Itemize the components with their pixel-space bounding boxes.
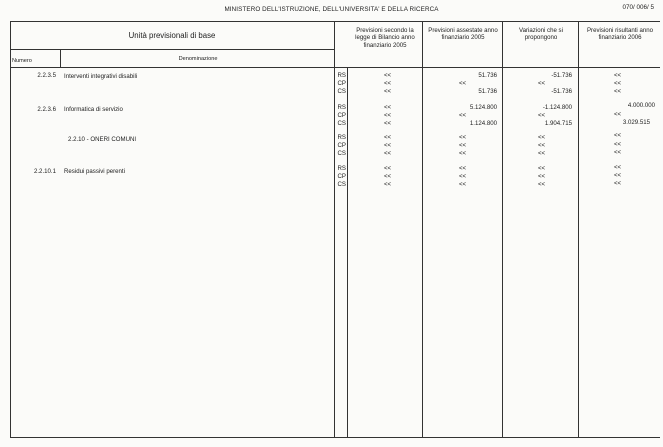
row-code-cs: CS [337,181,346,188]
column-header-denominazione: Denominazione [178,56,218,62]
risultanti-value: << [614,149,622,156]
table-top-rule [10,21,660,22]
table-bottom-rule [10,437,660,438]
legge-value: << [384,80,392,87]
risultanti-value: << [614,141,622,148]
column-header-variazioni: Variazioni che si propongono [519,27,563,42]
risultanti-value: << [614,72,622,79]
legge-value: << [384,173,392,180]
legge-value: << [384,165,392,172]
row-number: 2.2.3.5 [37,72,56,79]
ministry-header: MINISTERO DELL'ISTRUZIONE, DELL'UNIVERSITA' E DELLA RICERCA [224,6,439,13]
variazioni-value: 1.904.715 [544,120,572,127]
legge-value: << [384,181,392,188]
column-header-legge: Previsioni secondo la legge di Bilancio anno finanziario 2005 [355,27,415,49]
risultanti-value: << [614,164,622,171]
row-denominazione: Informatica di servizio [64,106,123,113]
row-code-cs: CS [337,120,346,127]
variazioni-value: << [538,134,546,141]
variazioni-value: -51.736 [551,88,572,95]
risultanti-value: << [614,80,622,87]
assestate-value: 51.736 [478,88,497,95]
column-header-numero: Numero [12,58,32,64]
assestate-value: << [459,181,467,188]
assestate-value: 1.124.800 [469,120,497,127]
assestate-value: << [459,80,467,87]
risultanti-value: << [614,111,622,118]
row-number: 2.2.3.6 [37,106,56,113]
variazioni-value: << [538,150,546,157]
assestate-value: << [459,112,467,119]
variazioni-value: -1.124.800 [542,104,572,111]
variazioni-value: << [538,142,546,149]
header-bottom-rule [10,67,660,68]
assestate-value: << [459,165,467,172]
risultanti-value: 3.029.515 [622,119,650,126]
row-code-cp: CP [337,80,346,87]
variazioni-value: << [538,173,546,180]
row-code-cs: CS [337,150,346,157]
variazioni-value: << [538,181,546,188]
legge-value: << [384,134,392,141]
risultanti-value: << [614,88,622,95]
legge-value: << [384,150,392,157]
variazioni-value: << [538,80,546,87]
legge-value: << [384,142,392,149]
row-code-rs: RS [337,104,346,111]
risultanti-value: << [614,132,622,139]
row-code-rs: RS [337,134,346,141]
variazioni-value: << [538,112,546,119]
row-code-cp: CP [337,142,346,149]
assestate-value: 5.124.800 [469,104,497,111]
row-number: 2.2.10.1 [33,168,56,175]
col3-divider [578,21,579,438]
legge-value: << [384,120,392,127]
row-denominazione: Interventi integrativi disabili [64,73,138,80]
column-header-assestate: Previsioni assestate anno finanziario 2005 [428,27,498,42]
page-number: 070/ 006/ 5 [622,4,654,11]
row-code-cs: CS [337,88,346,95]
row-code-cp: CP [337,112,346,119]
risultanti-value: << [614,180,622,187]
row-denominazione: Residui passivi perenti [64,168,125,175]
left-border [10,21,11,438]
variazioni-value: << [538,165,546,172]
column-header-risultanti: Previsioni risultanti anno finanziario 2006 [586,27,654,42]
legge-value: << [384,88,392,95]
assestate-value: << [459,142,467,149]
assestate-value: << [459,134,467,141]
denominazione-divider [60,49,61,67]
row-code-cp: CP [337,173,346,180]
risultanti-value: << [614,172,622,179]
header-sub-rule [10,49,334,50]
legge-value: << [384,112,392,119]
risultanti-value: 4.000.000 [627,102,655,109]
row-code-rs: RS [337,165,346,172]
section-heading: 2.2.10 - ONERI COMUNI [68,136,137,143]
row-code-rs: RS [337,72,346,79]
assestate-value: << [459,173,467,180]
assestate-value: 51.736 [478,72,497,79]
legge-value: << [384,104,392,111]
legge-value: << [384,72,392,79]
col2-divider [502,21,503,438]
col1-divider [422,21,423,438]
variazioni-value: -51.736 [551,72,572,79]
assestate-value: << [459,150,467,157]
unit-title: Unità previsionali di base [128,31,216,40]
codes-right-divider [347,67,348,438]
